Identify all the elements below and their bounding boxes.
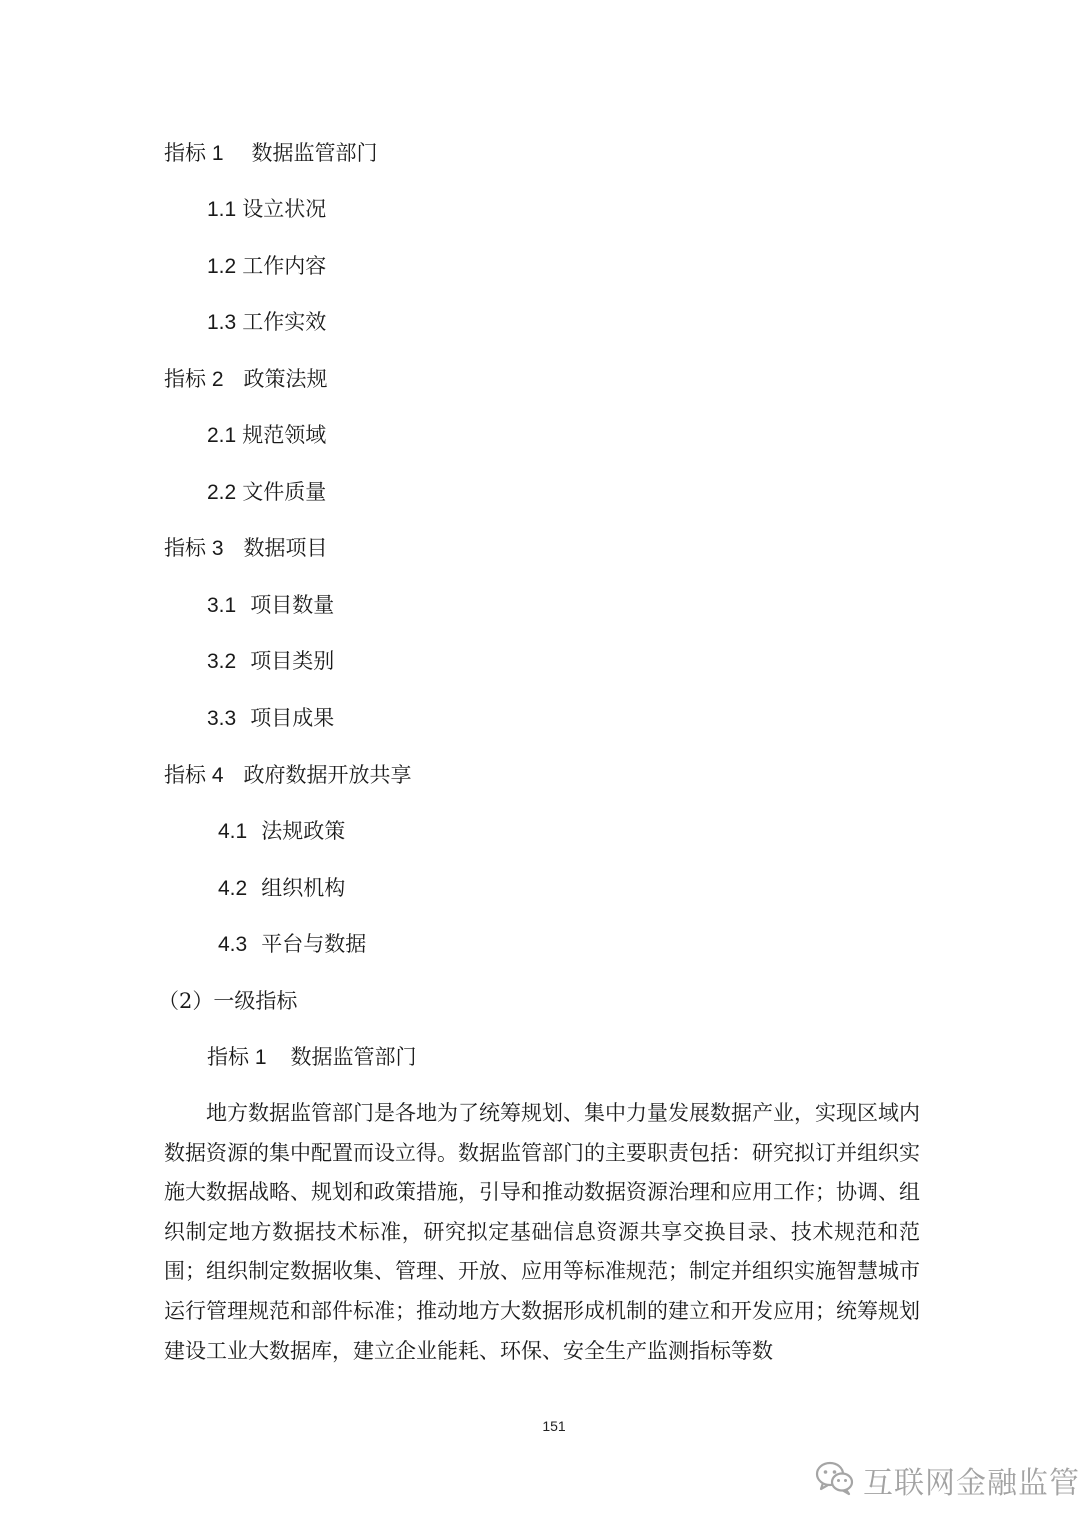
outline-title: 平台与数据: [261, 932, 367, 956]
section-subheading: [207, 1043, 417, 1072]
subheading-number: 指标 1: [207, 1046, 267, 1069]
outline-indicator-1: [164, 139, 378, 168]
outline-item-2-2: [207, 478, 326, 507]
outline-number: 3.3: [207, 707, 237, 730]
outline-title: 规范领域: [242, 423, 327, 447]
outline-title: 法规政策: [261, 819, 346, 843]
outline-item-4-2: [218, 874, 345, 903]
outline-number: 4.3: [218, 933, 248, 956]
outline-title: 项目成果: [250, 706, 335, 730]
outline-item-1-2: [207, 252, 326, 281]
outline-number: 指标 1: [164, 142, 224, 165]
wechat-icon: [815, 1460, 855, 1500]
outline-title: 数据监管部门: [251, 141, 378, 165]
outline-indicator-3: [164, 534, 328, 563]
outline-item-1-1: [207, 195, 326, 224]
watermark: [815, 1460, 1080, 1500]
body-paragraph: 地方数据监管部门是各地为了统筹规划、集中力量发展数据产业，实现区域内数据资源的集中配置而设立得。数据监管部门的主要职责包括：研究拟订并组织实施大数据战略、规划和政策措施，引导和推动数据资源治理和应用工作；协调、组织制定地方数据技术标准，研究拟定基础信息资源共享交换目录、技术规范和范围；组织制定数据收集、管理、开放、应用等标准规范；制定并组织实施智慧城市运行管理规范和部件标准；推动地方大数据形成机制的建立和开发应用；统筹规划建设工业大数据库，建立企业能耗、环保、安全生产监测指标等数: [164, 1101, 920, 1363]
outline-number: 3.1: [207, 594, 237, 617]
outline-title: 工作实效: [242, 310, 327, 334]
outline-indicator-4: [164, 761, 412, 790]
outline-item-3-3: [207, 704, 334, 733]
outline-number: 指标 2: [164, 368, 224, 391]
section-heading: （2）一级指标: [158, 989, 298, 1013]
outline-number: 指标 3: [164, 537, 224, 560]
outline-number: 1.3: [207, 311, 237, 334]
page-number: 151: [542, 1418, 566, 1434]
outline-item-4-3: [218, 930, 366, 959]
outline-title: 项目数量: [250, 593, 335, 617]
subheading-title: 数据监管部门: [290, 1045, 417, 1069]
outline-item-3-2: [207, 647, 334, 676]
outline-item-4-1: [218, 817, 345, 846]
outline-title: 工作内容: [242, 254, 327, 278]
outline-number: 指标 4: [164, 764, 224, 787]
outline-number: 2.1: [207, 424, 237, 447]
outline-number: 1.1: [207, 198, 237, 221]
outline-item-2-1: [207, 421, 326, 450]
outline-title: 文件质量: [242, 480, 327, 504]
outline-indicator-2: [164, 365, 328, 394]
outline-title: 政策法规: [243, 367, 328, 391]
outline-title: 组织机构: [261, 876, 346, 900]
outline-number: 2.2: [207, 481, 237, 504]
outline-title: 项目类别: [250, 649, 335, 673]
outline-number: 4.1: [218, 820, 248, 843]
outline-number: 3.2: [207, 650, 237, 673]
watermark-text: 互联网金融监管: [863, 1466, 1080, 1501]
outline-title: 数据项目: [243, 536, 328, 560]
outline-title: 政府数据开放共享: [243, 763, 412, 787]
outline-number: 4.2: [218, 877, 248, 900]
outline-item-3-1: [207, 591, 334, 620]
outline-title: 设立状况: [242, 197, 327, 221]
outline-item-1-3: [207, 308, 326, 337]
outline-number: 1.2: [207, 255, 237, 278]
